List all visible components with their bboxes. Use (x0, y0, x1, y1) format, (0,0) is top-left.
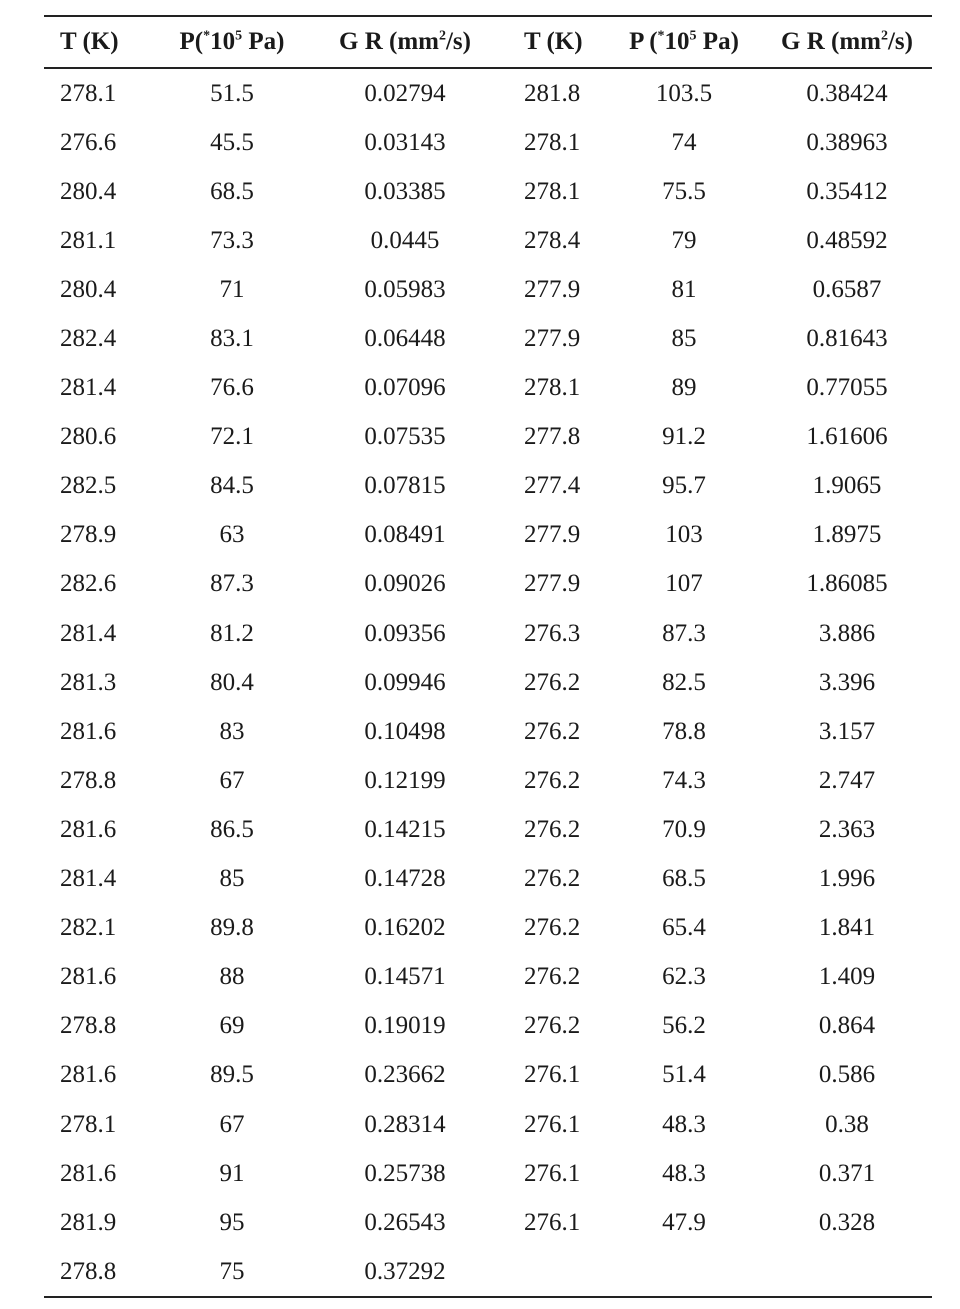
table-cell: 0.14728 (364, 865, 446, 893)
table-cell: 281.4 (60, 619, 117, 647)
table-cell: 278.8 (60, 1012, 117, 1040)
header-text-part: T (K) (524, 28, 583, 55)
table-cell: 74.3 (662, 766, 706, 794)
table-row (44, 756, 932, 805)
table-cell: 88 (219, 963, 245, 991)
table-row (44, 658, 932, 707)
table-cell: 277.9 (524, 521, 581, 549)
header-text-part: /s) (887, 28, 913, 55)
table-cell: 2.363 (818, 815, 876, 843)
table-cell: 280.4 (60, 275, 117, 303)
table-cell: 81 (671, 275, 697, 303)
table-cell: 3.886 (818, 619, 876, 647)
header-text-part: P ( (629, 28, 658, 55)
temperature-header-2 (498, 16, 606, 68)
table-cell: 0.07096 (364, 374, 446, 402)
table-cell: 48.3 (662, 1110, 706, 1138)
table-cell: 0.26543 (364, 1208, 446, 1236)
table-cell: 276.2 (524, 717, 581, 745)
table-cell: 87.3 (662, 619, 706, 647)
table-row (44, 560, 932, 609)
table-cell: 74 (671, 128, 697, 156)
table-cell: 85 (671, 325, 697, 353)
table-cell: 83.1 (210, 325, 254, 353)
table-cell: 0.38424 (806, 79, 888, 107)
table-cell: 0.19019 (364, 1012, 446, 1040)
table-cell: 0.328 (818, 1208, 876, 1236)
table-cell: 86.5 (210, 815, 254, 843)
table-cell: 1.409 (818, 963, 876, 991)
table-cell: 278.1 (524, 128, 581, 156)
table-cell: 281.9 (60, 1208, 117, 1236)
table-cell: 0.09026 (364, 570, 446, 598)
table-cell: 2.747 (818, 766, 876, 794)
table-cell: 278.1 (60, 79, 117, 107)
table-row (44, 904, 932, 953)
table-cell: 80.4 (210, 668, 254, 696)
table-cell: 76.6 (210, 374, 254, 402)
table-cell: 276.1 (524, 1159, 581, 1187)
table-cell: 0.371 (818, 1159, 876, 1187)
table-cell: 276.2 (524, 1012, 581, 1040)
table-cell: 48.3 (662, 1159, 706, 1187)
table-cell: 277.4 (524, 472, 581, 500)
table-row (44, 1051, 932, 1100)
table-cell: 0.10498 (364, 717, 446, 745)
table-cell: 0.6587 (812, 275, 882, 303)
table-cell: 91 (219, 1159, 245, 1187)
table-cell: 1.86085 (806, 570, 888, 598)
table-row (44, 855, 932, 904)
table-cell: 62.3 (662, 963, 706, 991)
table-row (44, 511, 932, 560)
table-cell: 0.77055 (806, 374, 888, 402)
growth-rate-table (44, 15, 932, 1298)
table-cell: 78.8 (662, 717, 706, 745)
table-cell: 51.5 (210, 79, 254, 107)
table-cell: 103 (665, 521, 703, 549)
growth-rate-header (312, 16, 498, 68)
table-cell: 71 (219, 275, 245, 303)
table-cell: 3.157 (818, 717, 876, 745)
table-cell: 280.6 (60, 423, 117, 451)
table-cell: 278.4 (524, 226, 581, 254)
table-cell: 75 (219, 1257, 245, 1285)
table-cell: 83 (219, 717, 245, 745)
header-text-part: 5 (235, 28, 243, 44)
table-cell: 95 (219, 1208, 245, 1236)
table-cell: 1.841 (818, 914, 876, 942)
table-row (44, 118, 932, 167)
table-cell: 79 (671, 226, 697, 254)
table-cell: 84.5 (210, 472, 254, 500)
table-cell: 63 (219, 521, 245, 549)
table-row (44, 609, 932, 658)
table-cell: 0.03385 (364, 177, 446, 205)
table-cell: 281.6 (60, 815, 117, 843)
header-text-part: 2 (438, 28, 446, 44)
table-cell: 70.9 (662, 815, 706, 843)
table-cell: 276.6 (60, 128, 117, 156)
table-cell: 277.9 (524, 570, 581, 598)
table-cell: 0.05983 (364, 275, 446, 303)
table-cell: 0.37292 (364, 1257, 446, 1285)
table-row (44, 805, 932, 854)
header-text-part: 5 (689, 28, 697, 44)
table-cell: 0.38963 (806, 128, 888, 156)
header-text-part: 10 (664, 28, 690, 55)
table-cell: 281.6 (60, 717, 117, 745)
table-cell: 278.1 (60, 1110, 117, 1138)
table-cell: 1.9065 (812, 472, 882, 500)
table-cell: 276.2 (524, 914, 581, 942)
table-cell (498, 1247, 606, 1297)
header-text-part: 2 (880, 28, 888, 44)
table-cell: 91.2 (662, 423, 706, 451)
table-cell: 47.9 (662, 1208, 706, 1236)
table-row (44, 413, 932, 462)
table-cell: 69 (219, 1012, 245, 1040)
table-cell: 85 (219, 865, 245, 893)
table-cell: 0.16202 (364, 914, 446, 942)
table-cell: 276.2 (524, 815, 581, 843)
table-cell: 281.6 (60, 1159, 117, 1187)
header-text-part: T (K) (60, 28, 119, 55)
temperature-header (44, 16, 152, 68)
table-cell: 278.1 (524, 374, 581, 402)
table-cell: 0.09946 (364, 668, 446, 696)
table-cell: 56.2 (662, 1012, 706, 1040)
table-row (44, 707, 932, 756)
header-text-part: /s) (445, 28, 471, 55)
table-cell: 278.8 (60, 766, 117, 794)
table-row (44, 167, 932, 216)
table-cell: 0.14571 (364, 963, 446, 991)
table-cell: 89.5 (210, 1061, 254, 1089)
table-cell: 276.1 (524, 1208, 581, 1236)
pressure-header-2 (606, 16, 762, 68)
table-cell: 73.3 (210, 226, 254, 254)
table-row (44, 216, 932, 265)
table-cell: 278.9 (60, 521, 117, 549)
table-cell: 0.08491 (364, 521, 446, 549)
table-cell: 1.996 (818, 865, 876, 893)
table-cell: 281.3 (60, 668, 117, 696)
table-cell: 0.81643 (806, 325, 888, 353)
table-cell: 0.09356 (364, 619, 446, 647)
table-cell: 0.864 (818, 1012, 876, 1040)
growth-rate-header-2 (762, 16, 932, 68)
table-cell: 0.03143 (364, 128, 446, 156)
table-cell: 95.7 (662, 472, 706, 500)
table-cell: 0.25738 (364, 1159, 446, 1187)
table-cell: 0.0445 (370, 226, 440, 254)
pressure-header (152, 16, 312, 68)
table-cell: 276.2 (524, 766, 581, 794)
data-table-container (44, 15, 932, 1298)
table-cell: 81.2 (210, 619, 254, 647)
table-cell: 0.06448 (364, 325, 446, 353)
table-cell: 282.4 (60, 325, 117, 353)
table-cell: 281.8 (524, 79, 581, 107)
table-cell: 89 (671, 374, 697, 402)
table-cell (606, 1247, 762, 1297)
table-cell: 107 (665, 570, 703, 598)
table-cell: 281.6 (60, 963, 117, 991)
header-text-part: Pa) (696, 28, 739, 55)
table-cell: 282.1 (60, 914, 117, 942)
table-cell: 281.4 (60, 865, 117, 893)
table-cell: 276.2 (524, 668, 581, 696)
table-cell: 82.5 (662, 668, 706, 696)
table-cell: 3.396 (818, 668, 876, 696)
table-cell: 1.8975 (812, 521, 882, 549)
table-cell: 68.5 (662, 865, 706, 893)
table-cell: 276.2 (524, 963, 581, 991)
table-row (44, 953, 932, 1002)
table-row (44, 1198, 932, 1247)
table-cell: 67 (219, 1110, 245, 1138)
table-cell: 103.5 (655, 79, 713, 107)
table-cell: 278.8 (60, 1257, 117, 1285)
table-cell: 75.5 (662, 177, 706, 205)
table-cell: 65.4 (662, 914, 706, 942)
table-cell: 276.3 (524, 619, 581, 647)
table-row (44, 1002, 932, 1051)
table-cell: 0.07535 (364, 423, 446, 451)
table-cell: 278.1 (524, 177, 581, 205)
table-cell: 0.07815 (364, 472, 446, 500)
table-cell: 0.14215 (364, 815, 446, 843)
table-cell: 280.4 (60, 177, 117, 205)
table-cell: 277.8 (524, 423, 581, 451)
header-text-part: * (657, 28, 665, 44)
table-cell: 281.1 (60, 226, 117, 254)
table-row (44, 68, 932, 118)
table-cell: 87.3 (210, 570, 254, 598)
table-cell: 277.9 (524, 325, 581, 353)
table-row (44, 1247, 932, 1297)
header-text-part: Pa) (242, 28, 285, 55)
table-row (44, 364, 932, 413)
table-cell: 0.38 (825, 1110, 869, 1138)
table-cell: 0.48592 (806, 226, 888, 254)
table-cell: 276.1 (524, 1110, 581, 1138)
table-cell: 0.586 (818, 1061, 876, 1089)
table-cell: 45.5 (210, 128, 254, 156)
table-row (44, 265, 932, 314)
table-cell: 276.1 (524, 1061, 581, 1089)
table-cell: 282.6 (60, 570, 117, 598)
table-row (44, 462, 932, 511)
table-cell: 281.4 (60, 374, 117, 402)
header-text-part: G R (mm (339, 28, 439, 55)
table-cell: 1.61606 (806, 423, 888, 451)
table-cell: 0.28314 (364, 1110, 446, 1138)
table-row (44, 1149, 932, 1198)
header-text-part: 10 (210, 28, 236, 55)
table-cell: 282.5 (60, 472, 117, 500)
table-cell: 277.9 (524, 275, 581, 303)
header-text-part: * (203, 28, 211, 44)
table-cell: 89.8 (210, 914, 254, 942)
table-cell: 0.23662 (364, 1061, 446, 1089)
table-cell: 0.35412 (806, 177, 888, 205)
table-cell: 276.2 (524, 865, 581, 893)
table-cell: 0.12199 (364, 766, 446, 794)
table-header-row (44, 16, 932, 68)
table-cell: 68.5 (210, 177, 254, 205)
table-cell: 67 (219, 766, 245, 794)
table-cell: 281.6 (60, 1061, 117, 1089)
header-text-part: G R (mm (781, 28, 881, 55)
table-cell: 51.4 (662, 1061, 706, 1089)
table-cell: 72.1 (210, 423, 254, 451)
table-body (44, 68, 932, 1297)
table-cell (762, 1247, 932, 1297)
header-text-part: P( (179, 28, 204, 55)
table-row (44, 314, 932, 363)
table-row (44, 1100, 932, 1149)
table-cell: 0.02794 (364, 79, 446, 107)
